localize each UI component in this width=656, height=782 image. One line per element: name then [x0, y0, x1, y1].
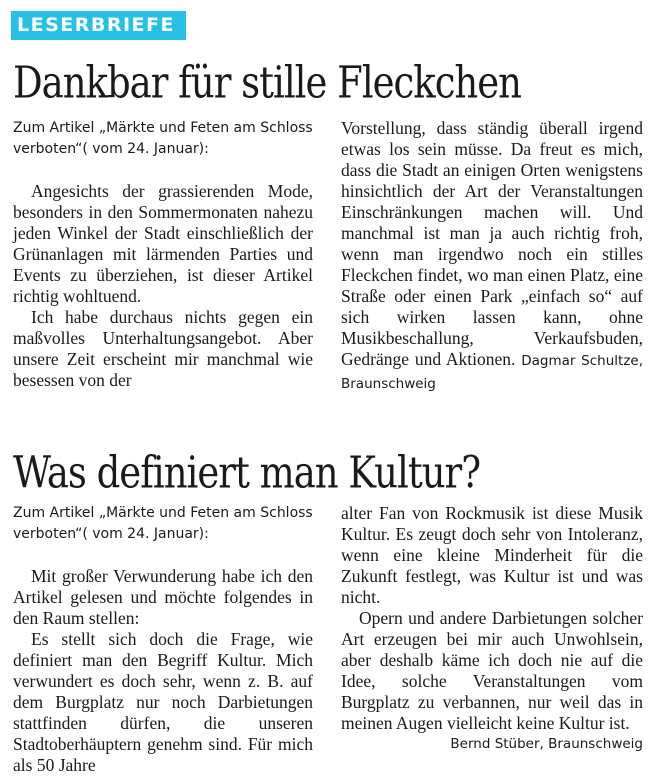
- letter-2-paragraph-2-continued: alter Fan von Rockmusik ist diese Musik Kultur. Es zeugt doch sehr von Intoleranz, wenn eine kleine Minderheit für die Zukunft festlegt, was Kultur ist und was nicht.: [341, 503, 643, 607]
- letter-1-column-2: [341, 118, 643, 395]
- letter-2-paragraph-1: Mit großer Verwunderung habe ich den Artikel gelesen und möchte folgendes in den Raum stellen:: [13, 566, 313, 628]
- letter-2-signature: Bernd Stüber, Braunschweig: [450, 736, 643, 752]
- letter-1-headline: Dankbar für stille Fleckchen: [13, 57, 521, 109]
- letter-1-reference: Zum Artikel „Märkte und Feten am Schloss verboten“( vom 24. Januar):: [13, 120, 313, 157]
- letter-1-paragraph-2: Ich habe durchaus nichts gegen ein maßvolles Unterhaltungsangebot. Aber unsere Zeit erscheint mir manchmal wie besessen von der: [13, 307, 313, 390]
- letter-1-signature: Dagmar Schultze, Braunschweig: [341, 353, 643, 392]
- letter-2-column-2: [341, 503, 643, 755]
- letter-2-reference: Zum Artikel „Märkte und Feten am Schloss verboten“( vom 24. Januar):: [13, 505, 313, 542]
- letter-1-paragraph-1: Angesichts der grassierenden Mode, besonders in den Sommermonaten nahezu jeden Winkel der Stadt einschließlich der Grünanlagen mit lärmenden Parties und Events zu überziehen, ist dieser Artikel richtig wohltuend.: [13, 181, 313, 306]
- section-label: LESERBRIEFE: [11, 11, 186, 40]
- letter-2-paragraph-3: Opern und andere Darbietungen solcher Art erzeugen bei mir auch Unwohlsein, aber deshalb käme ich doch nie auf die Idee, solche Veranstaltungen vom Burgplatz zu verbannen, nur weil das in meinen Augen vielleicht keine Kultur ist.: [341, 608, 643, 733]
- letter-1-paragraph-2-continued: Vorstellung, dass ständig überall irgend etwas los sein müsse. Da freut es mich, dass die Stadt an einigen Orten wenigstens hinsichtlich der Art der Veranstaltungen Einschränkungen machen will. Und manchmal ist man ja auch richtig froh, wenn man irgendwo noch ein stilles Fleckchen findet, wo man einen Platz, eine Straße oder einen Park „einfach so“ auf sich wirken lassen kann, ohne Musikbeschallung, Verkaufsbuden, Gedränge und Aktionen. Dagmar Schultze, Braunschweig: [341, 118, 643, 392]
- letter-2-paragraph-2: Es stellt sich doch die Frage, wie definiert man den Begriff Kultur. Mich verwundert es doch sehr, wenn z. B. auf dem Burgplatz nur noch Darbietungen stattfinden dürfen, die unseren Stadtoberhäuptern genehm sind. Für mich als 50 Jahre: [13, 629, 313, 775]
- letter-2-column-1: [13, 503, 313, 776]
- letter-1-column-1: [13, 118, 313, 391]
- letter-2-headline: Was definiert man Kultur?: [13, 447, 481, 499]
